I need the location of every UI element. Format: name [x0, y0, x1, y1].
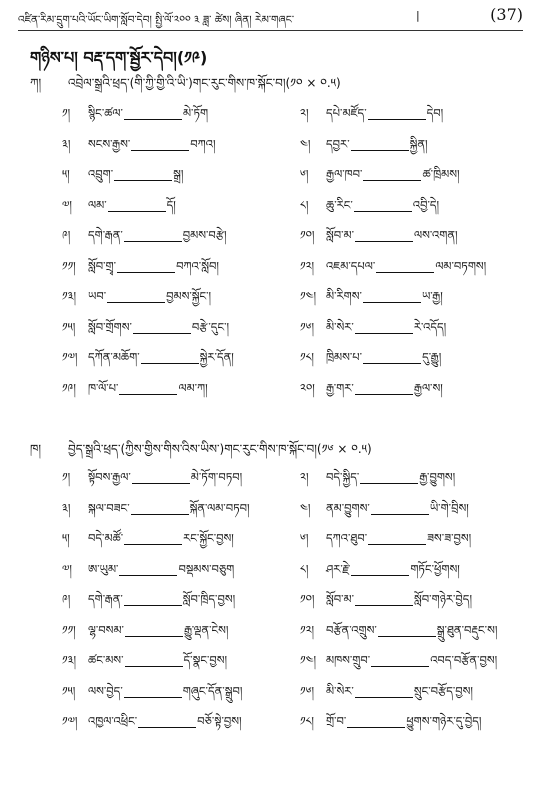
item-right-word: ལས་འགན།: [414, 228, 458, 242]
item-left-word: ལམ་: [88, 197, 107, 212]
item-left-word: དཀོན་མཆོག་: [88, 350, 140, 364]
exercise-item: [62, 711, 242, 731]
item-right-word: མེ་ཏོག་བཏབ།: [190, 470, 243, 484]
answer-blank[interactable]: [119, 382, 177, 395]
item-number: ༡༥།: [62, 319, 76, 334]
exercise-item: [62, 134, 216, 154]
page-header: [18, 6, 523, 28]
exercise-b-marker: ཁ།: [30, 442, 42, 456]
exercise-item: [300, 681, 473, 701]
answer-blank[interactable]: [371, 654, 429, 667]
item-number: ༩།: [62, 592, 71, 606]
item-number: ༡༡།: [62, 258, 76, 273]
item-right-word: སློབ་ཁྲིད་བྱས།: [182, 592, 236, 606]
answer-blank[interactable]: [124, 229, 182, 242]
item-left-word: དཔེ་མཛོད་: [326, 106, 367, 120]
item-right-word: སྒྲ།: [173, 167, 184, 181]
answer-blank[interactable]: [124, 107, 182, 120]
item-right-word: སྲུང་བརྩོད་བྱས།: [413, 683, 473, 698]
item-right-word: བསྡམས་བཅུག: [178, 561, 235, 576]
item-right-word: གཏོང་ཕྱོགས།: [410, 561, 460, 576]
item-right-word: ཕྱུགས་གཉེར་དུ་བྱེད།: [406, 714, 482, 728]
answer-blank[interactable]: [124, 532, 182, 545]
exercise-item: [300, 650, 497, 670]
exercise-item: [62, 589, 235, 609]
exercise-item: [62, 347, 234, 367]
exercise-a-instruction: འབྲེལ་སྒྲའི་ཕྲད་(གི་ཀྱི་གྱི་འི་ཡི་)གང་རུང་གིས་ཁ་སྐོང་བ།(༡༠ × ༠.༥): [68, 76, 341, 90]
item-left-word: དབྱར་: [326, 136, 350, 151]
item-right-word: ཡ་རྒྱ།: [421, 289, 443, 303]
exercise-item: [300, 164, 460, 184]
item-left-word: མི་རིགས་: [326, 289, 362, 303]
item-left-word: དགེ་རྒན་: [88, 592, 123, 606]
section-heading: གཉིས་པ། བརྡ་དག་སྦྱོར་དེབ།(༡༩): [30, 48, 208, 67]
exercise-item: [62, 620, 228, 640]
answer-blank[interactable]: [376, 260, 434, 273]
item-right-word: འབྱི་དེ།: [412, 197, 440, 212]
exercise-item: [62, 528, 234, 548]
exercise-item: [300, 378, 443, 398]
header-separator: |: [416, 9, 420, 22]
item-number: ༡༧།: [62, 714, 78, 728]
item-right-word: མེ་ཏོག: [182, 106, 209, 120]
exercise-item: [300, 317, 446, 337]
item-number: ༨།: [300, 561, 309, 576]
item-number: ༧།: [62, 197, 72, 212]
item-number: ༡༣།: [62, 289, 77, 303]
item-right-word: རང་སྐྱོང་བྱས།: [183, 531, 234, 545]
item-right-word: དོ་སྣང་བྱས།: [183, 653, 228, 667]
exercise-b-header: [30, 436, 372, 470]
item-left-word: རྒྱལ་ཁབ་: [326, 167, 363, 181]
answer-blank[interactable]: [347, 715, 405, 728]
item-right-word: བྱམས་སྐྱོང་།: [166, 289, 212, 303]
item-right-word: ཚ་ཁྲིམས།: [422, 167, 460, 181]
item-right-word: བྱམས་བརྩེ།: [182, 228, 227, 242]
exercise-item: [300, 286, 443, 306]
answer-blank[interactable]: [363, 168, 421, 181]
exercise-item: [300, 225, 458, 245]
exercise-item: [62, 225, 227, 245]
exercise-item: [300, 347, 441, 367]
exercise-item: [300, 589, 472, 609]
item-right-word: སློབ་གཉེར་བྱེད།: [414, 592, 473, 606]
exercise-item: [300, 620, 497, 640]
item-left-word: ཚང་མས་: [88, 653, 124, 667]
exercise-b-instruction: བྱེད་སྒྲའི་ཕྲད་(ཀྱིས་གྱིས་གིས་འིས་ཡིས་)གང་རུང་གིས་ཁ་སྐོང་བ།(༡༦ × ༠.༥): [68, 442, 372, 456]
item-right-word: བརྩེ་དུང་།: [191, 319, 230, 334]
answer-blank[interactable]: [355, 593, 413, 606]
answer-blank[interactable]: [125, 654, 183, 667]
item-right-word: སྒྲུ་ཐུན་བརྡུང་ས།: [436, 622, 498, 637]
exercise-item: [62, 256, 219, 276]
item-right-word: རྒྱུ་ལྡན་ངེས།: [183, 622, 229, 637]
item-left-word: དགེ་རྒན་: [88, 228, 123, 242]
answer-blank[interactable]: [355, 685, 413, 698]
answer-blank[interactable]: [125, 624, 183, 637]
item-number: ༥།: [62, 167, 70, 181]
item-number: ༡༢།: [300, 622, 315, 637]
item-right-word: ཟས་ཟ་བྱས།: [427, 531, 472, 545]
item-left-word: བརྩོན་འགྲུས་: [326, 622, 377, 637]
item-number: ༤།: [300, 500, 311, 515]
item-number: ༤།: [300, 136, 311, 151]
item-number: ༥།: [62, 531, 70, 545]
item-left-word: ཁ་ལོ་པ་: [88, 380, 119, 395]
item-right-word: བཀའ་སློབ།: [176, 258, 219, 273]
answer-blank[interactable]: [119, 563, 177, 576]
exercise-a-marker: ཀ།: [30, 76, 42, 90]
answer-blank[interactable]: [351, 563, 409, 576]
item-left-word: གྲོ་བ་: [326, 714, 347, 728]
item-left-word: སངས་རྒྱས་: [88, 136, 131, 151]
item-number: ༡༦།: [300, 683, 315, 698]
item-number: ༡༤།: [300, 289, 317, 303]
exercise-item: [62, 681, 242, 701]
item-left-word: སློབ་མ་: [326, 228, 355, 242]
item-left-word: དཀའ་ཐུབ་: [326, 531, 368, 545]
item-number: ༡།: [62, 106, 71, 120]
item-left-word: ལས་བྱེད་: [88, 683, 123, 698]
exercise-item: [300, 467, 455, 487]
item-right-word: དོ།: [166, 197, 176, 212]
exercise-item: [300, 711, 481, 731]
answer-blank[interactable]: [378, 624, 436, 637]
exercise-item: [300, 195, 439, 215]
item-right-word: བཀའ།: [190, 136, 216, 151]
answer-blank[interactable]: [355, 382, 413, 395]
item-left-word: ཨ་ཡུམ་: [88, 561, 119, 576]
item-number: ༡༠།: [300, 228, 315, 242]
item-left-word: ཤར་རྗེ་: [326, 561, 351, 576]
item-number: ༡༡།: [62, 622, 76, 637]
answer-blank[interactable]: [107, 290, 165, 303]
item-left-word: འབྲུག་: [88, 167, 114, 181]
item-left-word: སློབ་གྲྭ་: [88, 258, 117, 273]
item-right-word: བཅོ་སྟེ་བྱས།: [197, 714, 242, 728]
item-left-word: སློབ་མ་: [326, 592, 355, 606]
item-right-word: ཡི་གེ་བྲིས།: [429, 500, 469, 515]
exercise-item: [300, 559, 460, 579]
exercise-item: [300, 528, 471, 548]
item-right-word: ལམ་ཀ།: [178, 380, 208, 395]
item-number: ༣།: [62, 500, 71, 515]
exercise-item: [300, 256, 486, 276]
item-left-word: བདེ་སྐྱིད་: [326, 470, 360, 484]
item-number: ༡༨།: [300, 714, 314, 728]
exercise-item: [62, 498, 250, 518]
answer-blank[interactable]: [351, 138, 409, 151]
item-right-word: འབད་བརྩོན་བྱས།: [430, 653, 498, 667]
answer-blank[interactable]: [117, 260, 175, 273]
exercise-item: [62, 286, 211, 306]
answer-blank[interactable]: [371, 502, 429, 515]
answer-blank[interactable]: [354, 199, 412, 212]
answer-blank[interactable]: [133, 321, 191, 334]
item-right-word: སྐྱིན།: [409, 136, 428, 151]
answer-blank[interactable]: [355, 321, 413, 334]
answer-blank[interactable]: [114, 168, 172, 181]
exercise-item: [62, 103, 208, 123]
exercise-item: [62, 650, 227, 670]
item-left-word: སྙིང་ཚལ་: [88, 106, 123, 120]
item-number: ༧།: [62, 561, 72, 576]
item-number: ༢།: [300, 106, 309, 120]
answer-blank[interactable]: [124, 593, 182, 606]
item-number: ༦།: [300, 167, 309, 181]
item-left-word: སྟོབས་རྒྱལ་: [88, 470, 131, 484]
item-number: ༡༤།: [300, 653, 317, 667]
item-right-word: དུ་རྒྱུ།: [422, 350, 442, 364]
item-number: ༣།: [62, 136, 71, 151]
item-left-word: ནམ་བྱུགས་: [326, 500, 370, 515]
item-left-word: འཇམ་དཔལ་: [326, 258, 376, 273]
item-number: ༡༨།: [300, 350, 314, 364]
answer-blank[interactable]: [141, 351, 199, 364]
answer-blank[interactable]: [363, 351, 421, 364]
item-left-word: མཁས་གྲུབ་: [326, 653, 371, 667]
answer-blank[interactable]: [355, 229, 413, 242]
item-left-word: ཁྲིམས་པ་: [326, 350, 363, 364]
exercise-item: [62, 195, 176, 215]
item-number: ༡༠།: [300, 592, 315, 606]
item-left-word: ཆུ་རིང་: [326, 197, 353, 212]
item-number: ༢༠།: [300, 380, 315, 395]
item-left-word: མི་སེར་: [326, 319, 354, 334]
item-left-word: འཁྱལ་འཕྲིང་: [88, 714, 138, 728]
item-right-word: དེབ།: [426, 106, 444, 120]
exercise-item: [62, 317, 229, 337]
item-left-word: བདེ་མཚོ་: [88, 531, 124, 545]
item-left-word: ཡབ་: [88, 289, 107, 303]
exercise-item: [62, 164, 183, 184]
header-rule: [18, 30, 523, 31]
answer-blank[interactable]: [360, 471, 418, 484]
item-left-word: ལྷ་བསམ་: [88, 622, 124, 637]
exercise-item: [300, 103, 443, 123]
item-number: ༩།: [62, 228, 71, 242]
item-number: ༡༧།: [62, 350, 78, 364]
answer-blank[interactable]: [108, 199, 166, 212]
item-number: ༡།: [62, 470, 71, 484]
exercise-item: [62, 467, 242, 487]
answer-blank[interactable]: [132, 471, 190, 484]
item-number: ༡༦།: [300, 319, 315, 334]
answer-blank[interactable]: [368, 532, 426, 545]
item-left-word: རྒྱ་གར་: [326, 380, 354, 395]
answer-blank[interactable]: [363, 290, 421, 303]
item-right-word: རེ་འདོད།: [413, 319, 447, 334]
item-number: ༢།: [300, 470, 309, 484]
item-right-word: རྒྱ་བྱུགས།: [419, 470, 456, 484]
exercise-item: [300, 498, 469, 518]
answer-blank[interactable]: [131, 502, 189, 515]
answer-blank[interactable]: [138, 715, 196, 728]
exercise-item: [300, 134, 428, 154]
exercise-item: [62, 559, 234, 579]
item-right-word: རྒྱལ་ས།: [413, 380, 443, 395]
exercise-a-header: [30, 70, 341, 104]
running-title: འཛིན་རིམ་དྲུག་པའི་ཡོང་ཡིག་སློབ་དེབ། སྤྱི་ལོ་༢༠༠ ༣ ཟླ་ ཚེས། ཞིན། རེམ་གཞང་: [18, 14, 295, 26]
item-number: ༨།: [300, 197, 309, 212]
item-right-word: སྐྱེར་དོན།: [199, 350, 234, 364]
item-number: ༡༢།: [300, 258, 315, 273]
item-number: ༦།: [300, 531, 309, 545]
item-number: ༡༩།: [62, 380, 76, 395]
item-left-word: མི་སེར་: [326, 683, 354, 698]
exercise-item: [62, 378, 208, 398]
page-number: (37): [490, 5, 523, 24]
item-left-word: སྐལ་བཟང་: [88, 500, 130, 515]
item-number: ༡༥།: [62, 683, 76, 698]
item-right-word: ལམ་བཏགས།: [435, 258, 487, 273]
answer-blank[interactable]: [368, 107, 426, 120]
item-right-word: གཞུང་དོན་སྒྲུབ།: [182, 683, 243, 698]
item-left-word: སློབ་གྲོགས་: [88, 319, 132, 334]
answer-blank[interactable]: [124, 685, 182, 698]
item-number: ༡༣།: [62, 653, 77, 667]
item-right-word: སྐོན་ལམ་བཏབ།: [189, 500, 250, 515]
answer-blank[interactable]: [131, 138, 189, 151]
